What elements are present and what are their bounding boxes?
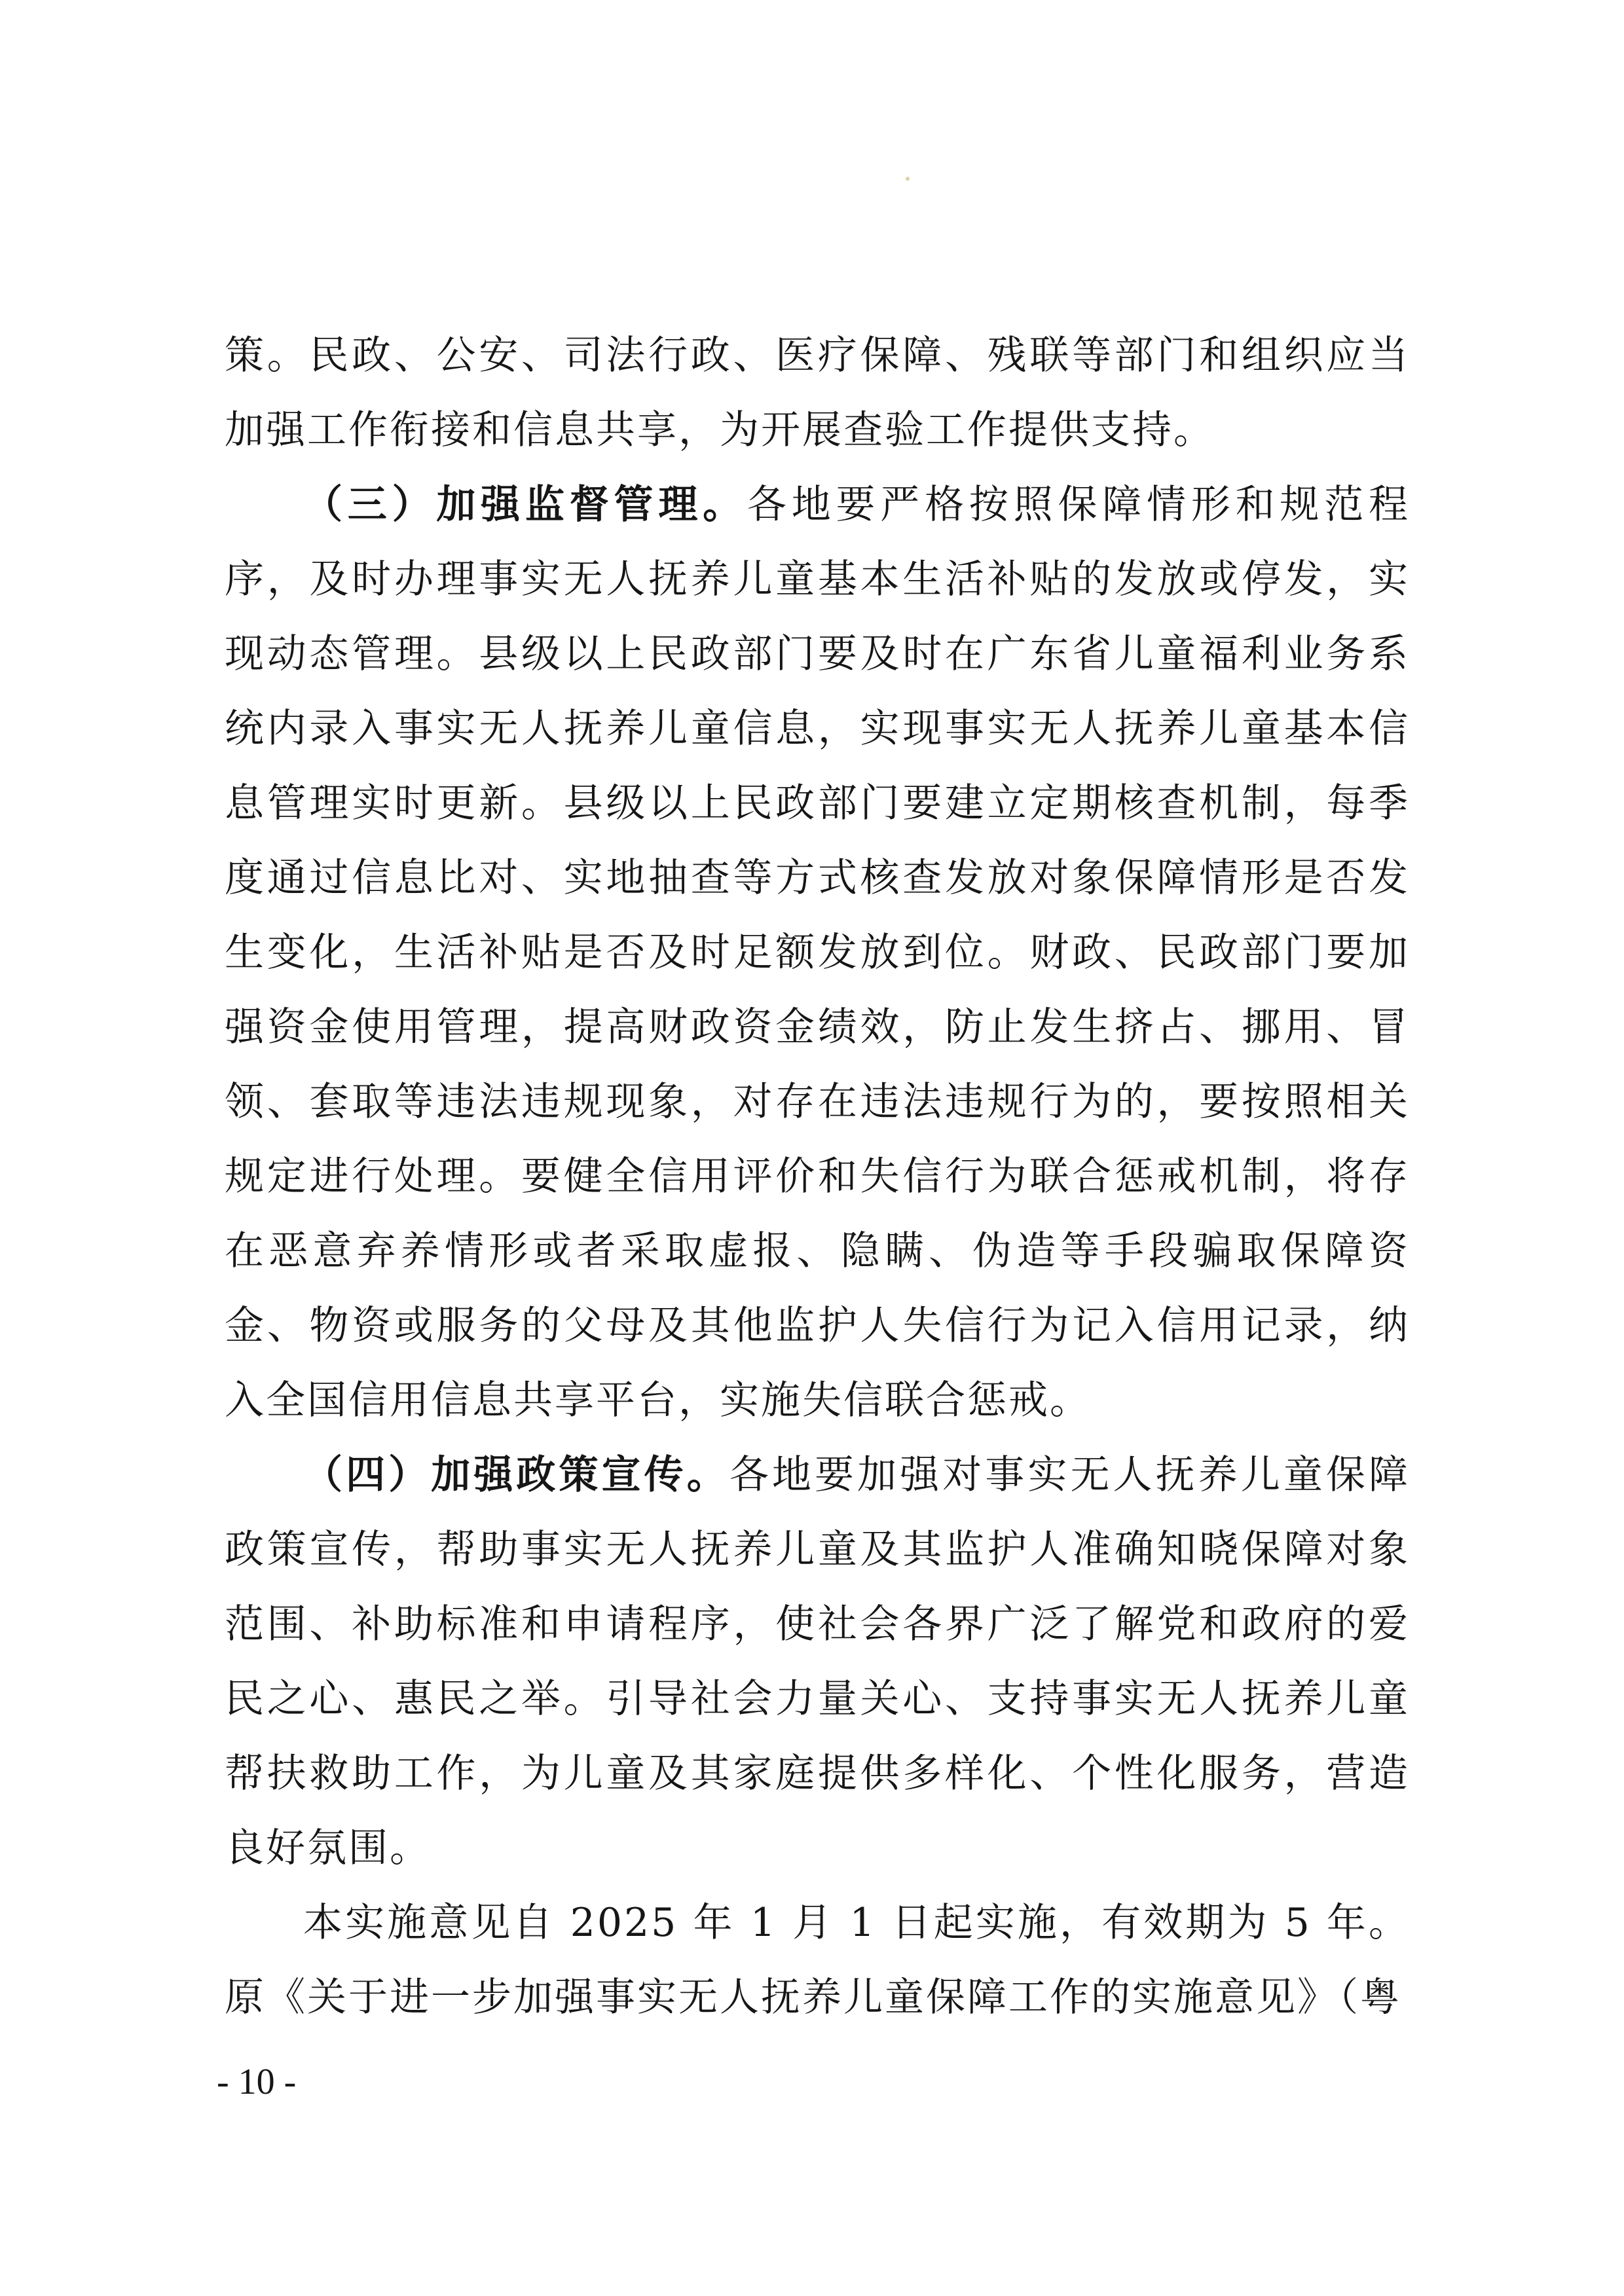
paragraph-text: 各地要加强对事实无人抚养儿童保障政策宣传，帮助事实无人抚养儿童及其监护人准确知晓保障对象范围、补助标准和申请程序，使社会各界广泛了解党和政府的爱民之心、惠民之举。引导社会力量关心、支持事实无人抚养儿童帮扶救助工作，为儿童及其家庭提供多样化、个性化服务，营造良好氛围。 (225, 1452, 1411, 1871)
paragraph-text: 本实施意见自 2025 年 1 月 1 日起实施，有效期为 5 年。原《关于进一步加强事实无人抚养儿童保障工作的实施意见》（粤 (225, 1900, 1410, 2020)
paragraph-continuation (225, 318, 1410, 467)
paragraph-supervision (225, 467, 1410, 1438)
paragraph-effective-date (225, 1886, 1410, 2035)
paragraph-text: 策。民政、公安、司法行政、医疗保障、残联等部门和组织应当加强工作衔接和信息共享，为开展查验工作提供支持。 (225, 333, 1410, 453)
page-number: - 10 - (217, 2062, 297, 2102)
section-heading-publicity: （四）加强政策宣传。 (303, 1452, 729, 1498)
body-text (225, 318, 1410, 2035)
paragraph-text: 各地要严格按照保障情形和规范程序，及时办理事实无人抚养儿童基本生活补贴的发放或停发，实现动态管理。县级以上民政部门要及时在广东省儿童福利业务系统内录入事实无人抚养儿童信息，实现事实无人抚养儿童基本信息管理实时更新。县级以上民政部门要建立定期核查机制，每季度通过信息比对、实地抽查等方式核查发放对象保障情形是否发生变化，生活补贴是否及时足额发放到位。财政、民政部门要加强资金使用管理，提高财政资金绩效，防止发生挤占、挪用、冒领、套取等违法违规现象，对存在违法违规行为的，要按照相关规定进行处理。要健全信用评价和失信行为联合惩戒机制，将存在恶意弃养情形或者采取虚报、隐瞒、伪造等手段骗取保障资金、物资或服务的父母及其他监护人失信行为记入信用记录，纳入全国信用信息共享平台，实施失信联合惩戒。 (225, 482, 1411, 1423)
paragraph-publicity (225, 1438, 1410, 1886)
scan-speck (906, 177, 910, 181)
section-heading-supervision: （三）加强监督管理。 (303, 482, 747, 528)
